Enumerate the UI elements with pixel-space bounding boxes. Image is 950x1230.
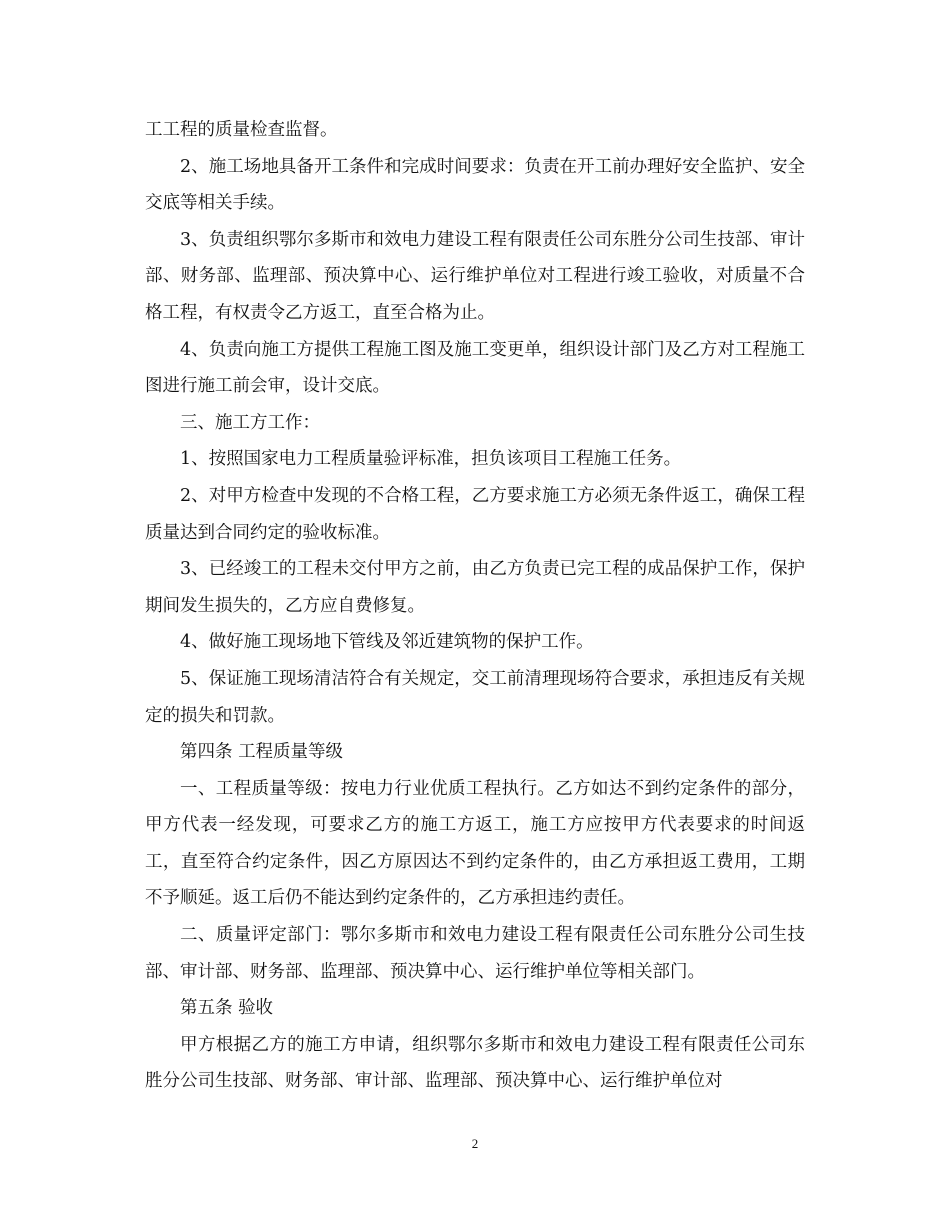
paragraph-continuation: 工工程的质量检查监督。 (145, 120, 338, 140)
paragraph: 甲方根据乙方的施工方申请，组织鄂尔多斯市和效电力建设工程有限责任公司东胜分公司生技部、财务部、审计部、监理部、预决算中心、运行维护单位对 (145, 1034, 805, 1092)
page-number: 2 (471, 1136, 479, 1151)
paragraph: 4、负责向施工方提供工程施工图及施工变更单，组织设计部门及乙方对工程施工图进行施工前会审，设计交底。 (145, 339, 805, 397)
paragraph: 3、负责组织鄂尔多斯市和效电力建设工程有限责任公司东胜分公司生技部、审计部、财务部、监理部、预决算中心、运行维护单位对工程进行竣工验收，对质量不合格工程，有权责令乙方返工，直至合格为止。 (145, 229, 805, 323)
paragraph: 5、保证施工现场清洁符合有关规定，交工前清理现场符合要求，承担违反有关规定的损失和罚款。 (145, 668, 805, 726)
article-heading: 第四条 工程质量等级 (180, 742, 344, 763)
paragraph: 4、做好施工现场地下管线及邻近建筑物的保护工作。 (180, 632, 594, 653)
paragraph: 1、按照国家电力工程质量验评标准，担负该项目工程施工任务。 (180, 449, 682, 470)
paragraph: 2、对甲方检查中发现的不合格工程，乙方要求施工方必须无条件返工，确保工程质量达到合同约定的验收标准。 (145, 485, 805, 543)
paragraph: 一、工程质量等级：按电力行业优质工程执行。乙方如达不到约定条件的部分，甲方代表一经发现，可要求乙方的施工方返工，施工方应按甲方代表要求的时间返工，直至符合约定条件，因乙方原因达不到约定条件的，由乙方承担返工费用，工期不予顺延。返工后仍不能达到约定条件的，乙方承担违约责任。 (145, 778, 805, 909)
paragraph: 二、质量评定部门：鄂尔多斯市和效电力建设工程有限责任公司东胜分公司生技部、审计部、财务部、监理部、预决算中心、运行维护单位等相关部门。 (145, 925, 805, 982)
section-heading: 三、施工方工作： (180, 412, 320, 433)
document-body (145, 112, 805, 1100)
paragraph: 2、施工场地具备开工条件和完成时间要求：负责在开工前办理好安全监护、安全交底等相关手续。 (145, 156, 805, 214)
article-heading: 第五条 验收 (180, 998, 274, 1019)
paragraph: 3、已经竣工的工程未交付甲方之前，由乙方负责已完工程的成品保护工作，保护期间发生损失的，乙方应自费修复。 (145, 559, 805, 616)
